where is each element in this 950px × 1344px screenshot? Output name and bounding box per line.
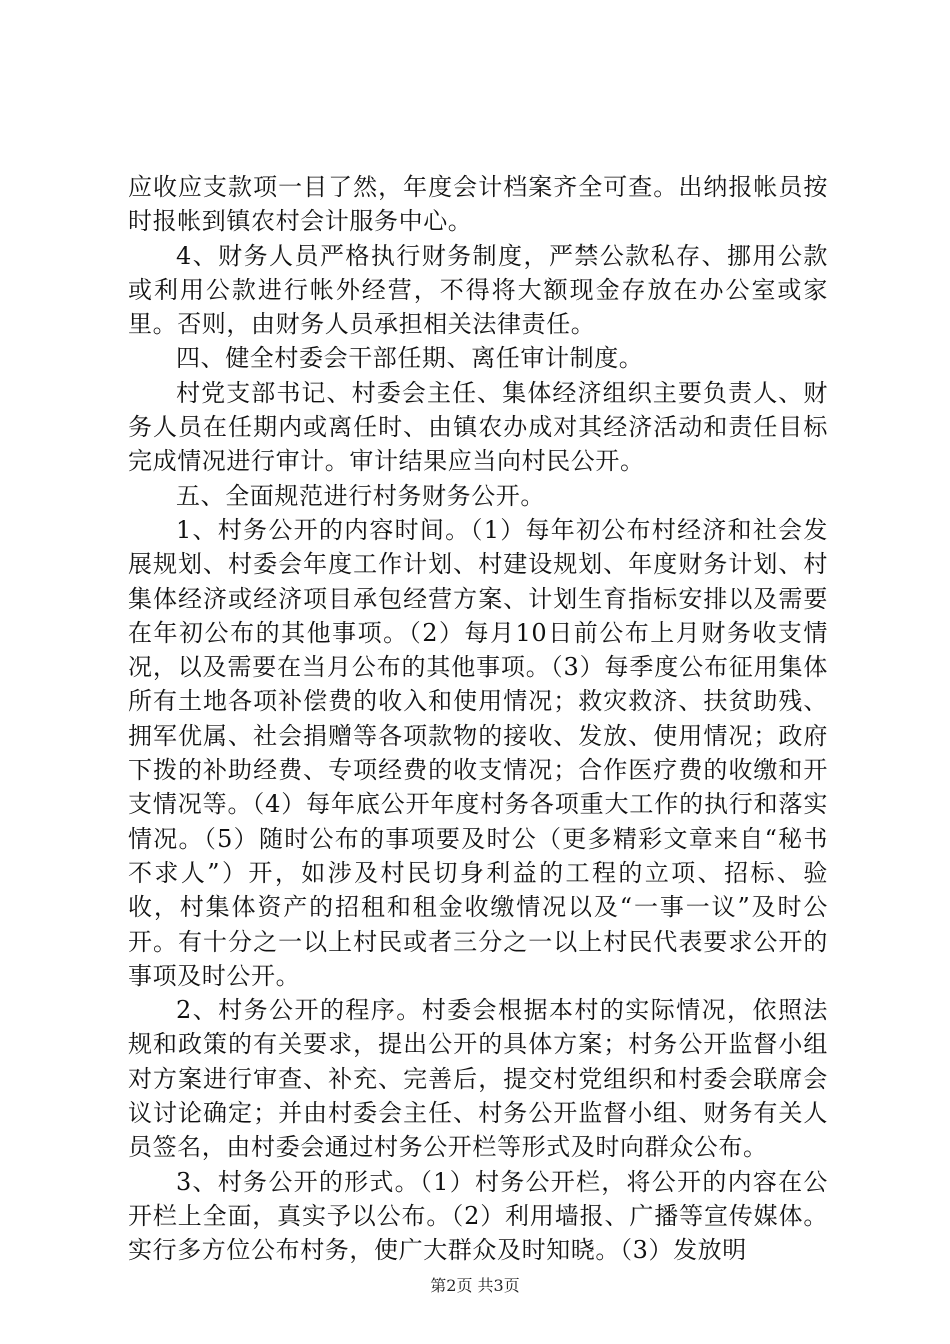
paragraph-6: 1、村务公开的内容时间。（1）每年初公布村经济和社会发展规划、村委会年度工作计划、村建设规划、年度财务计划、村集体经济或经济项目承包经营方案、计划生育指标安排以及需要在年初公布的其他事项。（2）每月10日前公布上月财务收支情况，以及需要在当月公布的其他事项。（3）每季度公布征用集体所有土地各项补偿费的收入和使用情况；救灾救济、扶贫助残、拥军优属、社会捐赠等各项款物的接收、发放、使用情况；政府下拨的补助经费、专项经费的收支情况；合作医疗费的收缴和开支情况等。（4）每年底公开年度村务各项重大工作的执行和落实情况。（5）随时公布的事项要及时公（更多精彩文章来自“秘书不求人”）开，如涉及村民切身利益的工程的立项、招标、验收，村集体资产的招租和租金收缴情况以及“一事一议”及时公开。有十分之一以上村民或者三分之一以上村民代表要求公开的事项及时公开。 <box>128 515 828 990</box>
paragraph-4: 村党支部书记、村委会主任、集体经济组织主要负责人、财务人员在任期内或离任时、由镇农办成对其经济活动和责任目标完成情况进行审计。审计结果应当向村民公开。 <box>128 378 828 476</box>
paragraph-8: 3、村务公开的形式。（1）村务公开栏，将公开的内容在公开栏上全面，真实予以公布。（2）利用墙报、广播等宣传媒体。实行多方位公布村务，使广大群众及时知晓。（3）发放明 <box>128 1167 828 1265</box>
paragraph-5: 五、全面规范进行村务财务公开。 <box>176 481 545 510</box>
paragraph-1: 应收应支款项一目了然，年度会计档案齐全可查。出纳报帐员按时报帐到镇农村会计服务中心。 <box>128 173 828 236</box>
paragraph-2: 4、财务人员严格执行财务制度，严禁公款私存、挪用公款或利用公款进行帐外经营，不得将大额现金存放在办公室或家里。否则，由财务人员承担相关法律责任。 <box>128 241 828 339</box>
page-footer <box>0 1275 950 1297</box>
page-number-label: 第2页 共3页 <box>430 1276 520 1295</box>
document-body <box>128 170 828 1268</box>
paragraph-7: 2、村务公开的程序。村委会根据本村的实际情况，依照法规和政策的有关要求，提出公开的具体方案；村务公开监督小组对方案进行审查、补充、完善后，提交村党组织和村委会联席会议讨论确定；并由村委会主任、村务公开监督小组、财务有关人员签名，由村委会通过村务公开栏等形式及时向群众公布。 <box>128 996 828 1162</box>
paragraph-3: 四、健全村委会干部任期、离任审计制度。 <box>176 344 644 373</box>
